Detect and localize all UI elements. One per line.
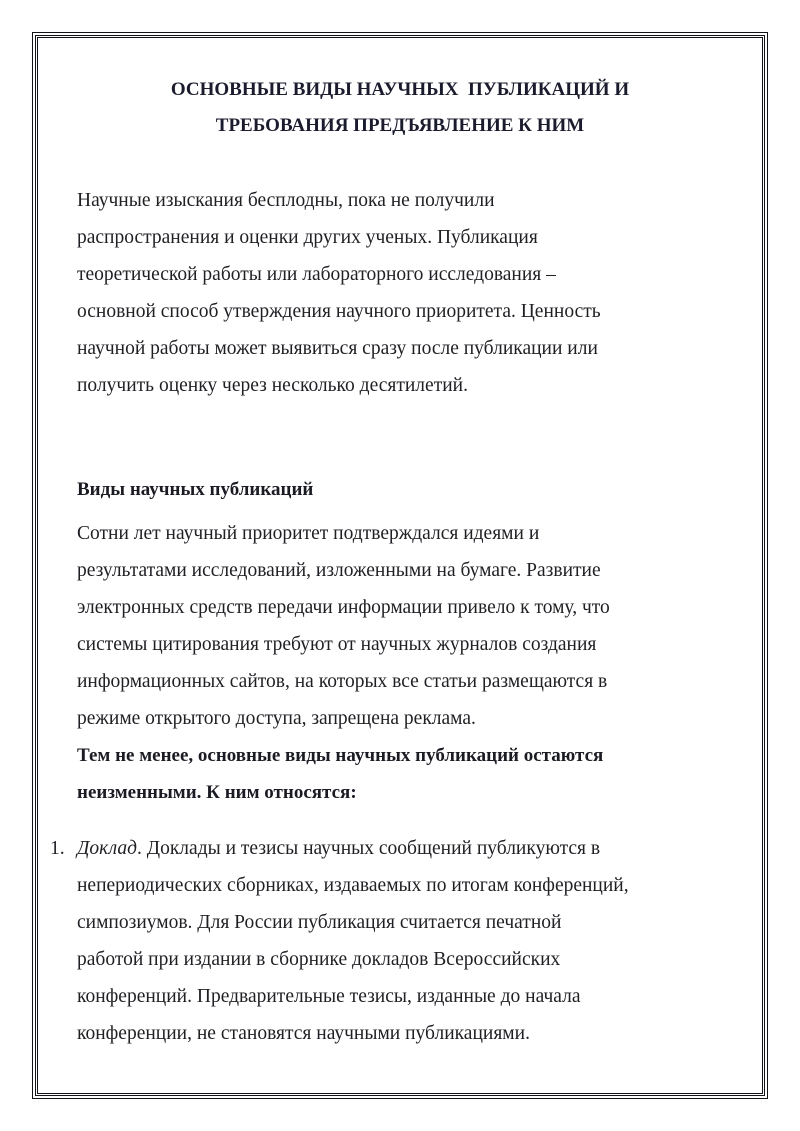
section-line: Сотни лет научный приоритет подтверждался идеями и — [77, 523, 540, 544]
intro-line: основной способ утверждения научного приоритета. Ценность — [77, 301, 601, 322]
list-item-first-line-rest: . Доклады и тезисы научных сообщений публикуются в — [137, 838, 601, 859]
section-line: электронных средств передачи информации привело к тому, что — [77, 597, 610, 618]
section-line: информационных сайтов, на которых все статьи размещаются в — [77, 671, 608, 692]
section-heading: Виды научных публикаций — [77, 479, 314, 500]
section-line: режиме открытого доступа, запрещена реклама. — [77, 708, 476, 729]
intro-line: Научные изыскания бесплодны, пока не получили — [77, 190, 495, 211]
intro-line: получить оценку через несколько десятилетий. — [77, 375, 468, 396]
bold-line: Тем не менее, основные виды научных публикаций остаются — [77, 745, 604, 766]
title-line-2: ТРЕБОВАНИЯ ПРЕДЪЯВЛЕНИЕ К НИМ — [215, 115, 585, 136]
list-item-line: симпозиумов. Для России публикация считается печатной — [77, 912, 562, 933]
intro-line: научной работы может выявиться сразу после публикации или — [77, 338, 598, 359]
bold-intro-to-list — [77, 737, 737, 811]
list-item-line: работой при издании в сборнике докладов Всероссийских — [77, 949, 561, 970]
section-line: системы цитирования требуют от научных журналов создания — [77, 634, 597, 655]
list-item-first-line — [77, 830, 737, 867]
list-item-number: 1. — [50, 838, 65, 859]
title-line-1: ОСНОВНЫЕ ВИДЫ НАУЧНЫХ ПУБЛИКАЦИЙ И — [170, 79, 630, 100]
list-item — [77, 830, 737, 1052]
list-item-line: конференций. Предварительные тезисы, изданные до начала — [77, 986, 581, 1007]
intro-line: теоретической работы или лабораторного исследования – — [77, 264, 556, 285]
document-title — [0, 72, 800, 144]
section-line: результатами исследований, изложенными на бумаге. Развитие — [77, 560, 601, 581]
list-item-line: непериодических сборниках, издаваемых по итогам конференций, — [77, 875, 629, 896]
list-item-term: Доклад — [77, 838, 138, 859]
list-item-line: конференции, не становятся научными публикациями. — [77, 1023, 530, 1044]
intro-paragraph — [77, 182, 737, 404]
intro-line: распространения и оценки других ученых. Публикация — [77, 227, 538, 248]
section-paragraph — [77, 515, 737, 737]
bold-line: неизменными. К ним относятся: — [77, 782, 357, 803]
